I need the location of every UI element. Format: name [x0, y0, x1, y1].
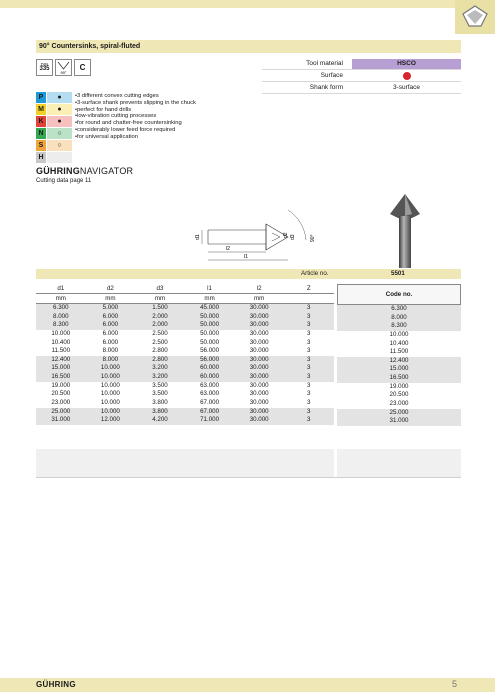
- material-suitability: ○: [47, 128, 72, 139]
- column-unit: mm: [254, 295, 265, 302]
- table-cell: 56.000: [200, 355, 220, 363]
- property-label: Tool material: [306, 60, 343, 67]
- code-cell[interactable]: 31.000: [337, 417, 461, 426]
- code-empty-area: [337, 449, 461, 477]
- table-cell: 8.300: [53, 321, 69, 329]
- table-cell: 3: [307, 390, 311, 398]
- table-cell: 6.000: [102, 312, 119, 320]
- table-cell: 3: [307, 399, 311, 407]
- feature-item: • considerably lower feed force required: [75, 127, 196, 134]
- column-unit: mm: [55, 295, 66, 302]
- table-cell: 30.000: [249, 373, 269, 381]
- table-row: [36, 347, 334, 356]
- material-letter: M: [36, 104, 46, 115]
- table-cell: 45.000: [200, 304, 220, 311]
- code-cell[interactable]: 10.400: [337, 340, 461, 349]
- material-letter: H: [36, 152, 46, 163]
- shank-form-value: 3-surface: [392, 84, 421, 91]
- countersink-logo-icon: [461, 4, 489, 30]
- table-cell: 10.000: [100, 399, 120, 407]
- code-header: Code no.: [337, 284, 461, 305]
- table-cell: 2.000: [152, 321, 168, 329]
- code-cell[interactable]: 11.500: [337, 348, 461, 357]
- table-row: [36, 339, 334, 348]
- code-cell[interactable]: 6.300: [337, 305, 461, 314]
- table-cell: 12.000: [100, 416, 120, 424]
- table-cell: 3: [307, 355, 311, 363]
- table-cell: 30.000: [249, 407, 269, 415]
- column-unit: mm: [105, 295, 116, 302]
- table-cell: 30.000: [249, 329, 269, 337]
- table-cell: 10.000: [100, 373, 120, 381]
- article-row: [36, 269, 461, 279]
- table-cell: 10.400: [51, 338, 71, 346]
- table-cell: 30.000: [249, 364, 269, 372]
- din-badge: [36, 59, 53, 76]
- table-cell: 31.000: [51, 416, 71, 424]
- table-cell: 2.800: [152, 347, 168, 355]
- table-cell: 3.800: [152, 407, 168, 415]
- column-header: d1: [57, 285, 65, 292]
- feature-item: • low-vibration cutting processes: [75, 113, 196, 120]
- divider: [36, 477, 461, 478]
- table-cell: 30.000: [249, 321, 269, 329]
- table-cell: 3: [307, 373, 311, 381]
- feature-item: • for round and chatter-free countersinking: [75, 120, 196, 127]
- table-cell: 16.500: [51, 373, 71, 381]
- table-cell: 67.000: [200, 399, 220, 407]
- table-cell: 30.000: [249, 338, 269, 346]
- table-cell: 3.200: [152, 373, 168, 381]
- table-cell: 3: [307, 304, 311, 311]
- table-cell: 2.000: [152, 312, 168, 320]
- table-cell: 4.200: [152, 416, 168, 424]
- surface-value: [352, 71, 461, 81]
- table-cell: 12.400: [51, 355, 71, 363]
- brand-light: NAVIGATOR: [79, 166, 134, 176]
- table-cell: 30.000: [249, 347, 269, 355]
- column-header: Z: [306, 285, 311, 292]
- table-cell: 30.000: [249, 381, 269, 389]
- cutting-data-link[interactable]: Cutting data page 11: [36, 178, 92, 184]
- column-unit: [284, 294, 334, 303]
- table-cell: 23.000: [51, 399, 71, 407]
- table-cell: 63.000: [200, 381, 220, 389]
- dimensions-table: [36, 284, 334, 425]
- table-cell: 3.500: [152, 390, 168, 398]
- angle-text: 90°: [60, 70, 67, 75]
- table-cell: 30.000: [249, 390, 269, 398]
- l1-label: l1: [244, 254, 248, 260]
- code-cell[interactable]: 23.000: [337, 400, 461, 409]
- table-row: [36, 399, 334, 408]
- brand-bold: GÜHRING: [36, 166, 80, 176]
- table-cell: 8.000: [53, 312, 69, 320]
- property-row: [262, 58, 461, 70]
- material-suitability: ●: [47, 116, 72, 127]
- table-cell: 2.500: [152, 329, 168, 337]
- table-cell: 6.000: [102, 329, 119, 337]
- property-row: [262, 82, 461, 94]
- countersink-angle-icon: [56, 60, 71, 75]
- table-row: [36, 373, 334, 382]
- table-cell: 50.000: [200, 312, 220, 320]
- table-cell: 3: [307, 416, 311, 424]
- table-row: [36, 304, 334, 313]
- material-suitability: ●: [47, 92, 72, 103]
- table-cell: 10.000: [100, 407, 120, 415]
- code-table: [337, 284, 461, 426]
- code-cell[interactable]: 19.000: [337, 383, 461, 392]
- feature-item: • perfect for hand drills: [75, 107, 196, 114]
- angle-label: 90°: [310, 234, 316, 242]
- table-cell: 56.000: [200, 347, 220, 355]
- column-unit: mm: [154, 295, 166, 302]
- type-badge: C: [74, 59, 91, 76]
- table-cell: 11.500: [51, 347, 71, 355]
- material-letter: P: [36, 92, 46, 103]
- table-cell: 3: [307, 312, 311, 320]
- table-cell: 15.000: [51, 364, 71, 372]
- article-label: Article no.: [301, 270, 329, 277]
- table-row: [36, 321, 334, 330]
- table-cell: 10.000: [100, 381, 120, 389]
- table-cell: 3: [307, 338, 311, 346]
- material-suitability: ○: [47, 140, 72, 151]
- angle-badge: [55, 59, 72, 76]
- table-cell: 30.000: [249, 355, 269, 363]
- table-cell: 30.000: [249, 304, 269, 311]
- table-cell: 63.000: [200, 390, 220, 398]
- code-cell[interactable]: 8.000: [337, 314, 461, 323]
- feature-item: • for universal application: [75, 134, 196, 141]
- property-label: Shank form: [309, 84, 343, 91]
- table-cell: 60.000: [200, 364, 220, 372]
- code-cell[interactable]: 15.000: [337, 365, 461, 374]
- column-header: d3: [156, 285, 164, 292]
- table-empty-area: [36, 449, 334, 477]
- properties-table: [262, 58, 461, 94]
- table-cell: 10.000: [100, 390, 120, 398]
- table-cell: 10.000: [51, 329, 71, 337]
- table-cell: 2.500: [152, 338, 168, 346]
- table-cell: 2.800: [152, 355, 168, 363]
- table-cell: 20.500: [51, 390, 71, 398]
- table-cell: 5.000: [102, 304, 119, 311]
- table-cell: 50.000: [200, 329, 220, 337]
- table-row: [36, 382, 334, 391]
- technical-drawing: [188, 200, 328, 268]
- table-cell: 3: [307, 364, 311, 372]
- table-cell: 3.800: [152, 399, 168, 407]
- page-title: 90° Countersinks, spiral-fluted: [36, 40, 461, 53]
- material-letter: S: [36, 140, 46, 151]
- table-cell: 71.000: [200, 416, 220, 424]
- surface-dot-icon: [403, 72, 411, 80]
- material-letter: K: [36, 116, 46, 127]
- material-suitability: ●: [47, 104, 72, 115]
- article-number: 5501: [391, 270, 405, 277]
- din-number: 335: [39, 66, 50, 72]
- property-label: Surface: [320, 72, 343, 79]
- material-letter: N: [36, 128, 46, 139]
- table-row: [36, 390, 334, 399]
- table-row: [36, 408, 334, 417]
- table-row: [36, 416, 334, 425]
- property-row: [262, 70, 461, 82]
- column-header: d2: [106, 285, 114, 292]
- table-cell: 3: [307, 329, 311, 337]
- corner-tab: [455, 0, 495, 34]
- code-cell[interactable]: 20.500: [337, 391, 461, 400]
- table-cell: 6.000: [102, 321, 119, 329]
- d2-label: d2: [283, 232, 289, 238]
- table-cell: 6.000: [102, 338, 119, 346]
- table-cell: 25.000: [51, 407, 71, 415]
- table-cell: 30.000: [249, 399, 269, 407]
- tool-photo: [380, 192, 430, 270]
- table-units: [36, 294, 334, 304]
- table-cell: 30.000: [249, 312, 269, 320]
- table-cell: 50.000: [200, 338, 220, 346]
- table-cell: 3: [307, 347, 311, 355]
- material-suitability: [47, 152, 72, 163]
- table-cell: 3.200: [152, 364, 168, 372]
- table-cell: 3: [307, 407, 311, 415]
- table-row: [36, 364, 334, 373]
- column-header: l2: [256, 285, 262, 292]
- l2-label: l2: [226, 246, 230, 252]
- top-accent-bar: [0, 0, 495, 8]
- d1-label: d1: [195, 234, 201, 240]
- table-cell: 1.500: [152, 304, 168, 311]
- table-cell: 67.000: [200, 407, 220, 415]
- table-cell: 8.000: [102, 347, 119, 355]
- column-unit: mm: [204, 295, 215, 302]
- table-cell: 60.000: [200, 373, 220, 381]
- table-cell: 30.000: [249, 416, 269, 424]
- code-cell[interactable]: 12.400: [337, 357, 461, 366]
- table-cell: 50.000: [200, 321, 220, 329]
- table-cell: 19.000: [51, 381, 71, 389]
- column-header: l1: [207, 285, 212, 292]
- table-cell: 3: [307, 381, 311, 389]
- table-row: [36, 313, 334, 322]
- code-cell[interactable]: 8.300: [337, 322, 461, 331]
- table-cell: 3: [307, 321, 311, 329]
- feature-item: • 3 different convex cutting edges: [75, 93, 196, 100]
- table-cell: 8.000: [102, 355, 119, 363]
- table-row: [36, 356, 334, 365]
- table-cell: 3.500: [152, 381, 168, 389]
- d3-label: d3: [290, 234, 296, 240]
- table-cell: 10.000: [100, 364, 120, 372]
- page-number: 5: [452, 679, 458, 689]
- table-row: [36, 330, 334, 339]
- footer-brand: GÜHRING: [36, 680, 76, 689]
- code-cell[interactable]: 16.500: [337, 374, 461, 383]
- table-header: [36, 284, 334, 294]
- code-cell[interactable]: 25.000: [337, 409, 461, 418]
- code-cell[interactable]: 10.000: [337, 331, 461, 340]
- navigator-brand: [36, 166, 133, 176]
- din-label: DIN: [40, 62, 49, 67]
- feature-list: [75, 93, 196, 141]
- tool-material-value: HSCO: [352, 59, 461, 69]
- feature-item: • 3-surface shank prevents slipping in the chuck: [75, 100, 196, 107]
- table-cell: 6.300: [53, 304, 69, 311]
